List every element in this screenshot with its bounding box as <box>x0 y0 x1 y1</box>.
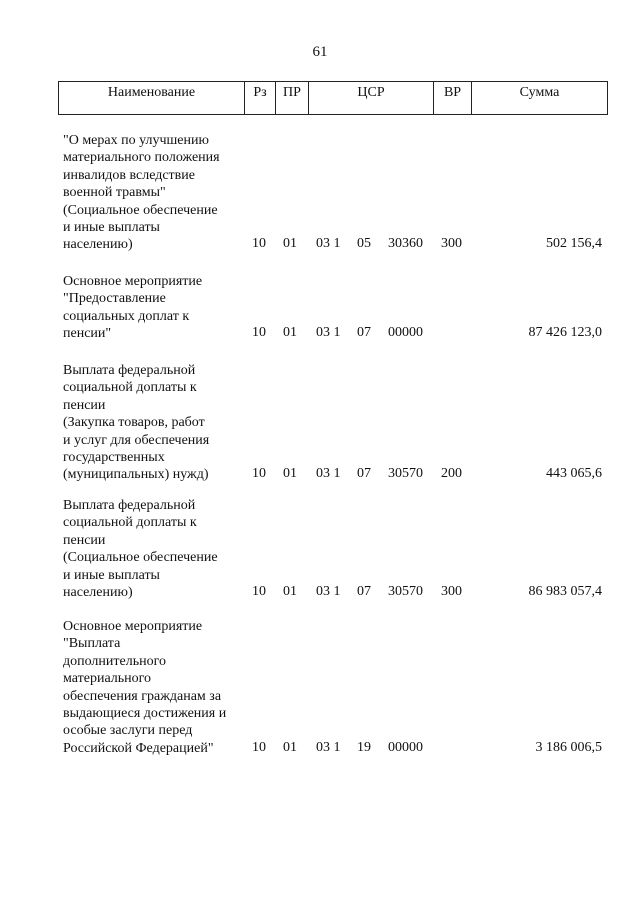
row-name-line: пенсии <box>63 532 106 548</box>
row-name-line: и услуг для обеспечения <box>63 432 210 448</box>
row-name-line: населению) <box>63 585 133 601</box>
row-csr3: 30570 <box>388 466 423 482</box>
row-name-line: Выплата федеральной <box>63 363 196 378</box>
row-pr: 01 <box>283 584 297 599</box>
row-csr2: 07 <box>357 325 371 341</box>
row-name-line: социальных доплат к <box>63 308 190 324</box>
row-csr3: 00000 <box>388 739 423 755</box>
row-csr2: 07 <box>357 584 371 599</box>
row-sum: 86 983 057,4 <box>528 584 602 599</box>
table-header <box>58 81 608 115</box>
row-name-line: военной травмы" <box>63 185 166 201</box>
row-csr2: 07 <box>357 466 371 482</box>
row-name-line: и иные выплаты <box>63 567 160 583</box>
row-name-line: (Закупка товаров, работ <box>63 415 205 431</box>
row-pr: 01 <box>283 236 297 252</box>
row-name-line: социальной доплаты к <box>63 380 197 396</box>
row-pr: 01 <box>283 466 297 482</box>
row-csr1: 03 1 <box>316 325 341 341</box>
row-name <box>63 273 253 343</box>
row-name-line: Основное мероприятие <box>63 619 203 634</box>
header-name: Наименование <box>59 82 245 114</box>
row-name <box>63 362 253 484</box>
row-name-line: государственных <box>63 450 165 466</box>
row-csr1: 03 1 <box>316 739 341 755</box>
header-vr: ВР <box>434 82 472 114</box>
row-name-line: материального <box>63 671 152 687</box>
header-pr: ПР <box>276 82 309 114</box>
row-csr3: 30360 <box>388 236 423 252</box>
row-vr: 300 <box>441 584 462 599</box>
row-pr: 01 <box>283 325 297 341</box>
row-name-line: обеспечения гражданам за <box>63 688 222 704</box>
row-rz: 10 <box>252 466 266 482</box>
row-csr3: 30570 <box>388 584 423 599</box>
row-name-line: и иные выплаты <box>63 220 160 236</box>
row-rz: 10 <box>252 739 266 755</box>
row-sum: 3 186 006,5 <box>535 739 602 755</box>
row-name-line: "Предоставление <box>63 291 166 307</box>
row-csr1: 03 1 <box>316 466 341 482</box>
row-vr: 300 <box>441 236 462 252</box>
row-name-line: населению) <box>63 237 133 253</box>
row-name-line: Основное мероприятие <box>63 274 203 289</box>
row-name-line: (Социальное обеспечение <box>63 550 218 566</box>
row-csr2: 19 <box>357 739 371 755</box>
row-name-line: (Социальное обеспечение <box>63 202 218 218</box>
row-name-line: Российской Федерацией" <box>63 740 214 756</box>
row-sum: 502 156,4 <box>546 236 602 252</box>
header-csr: ЦСР <box>309 82 434 114</box>
row-rz: 10 <box>252 325 266 341</box>
row-name-line: (муниципальных) нужд) <box>63 467 209 483</box>
row-name-line: Выплата федеральной <box>63 498 196 513</box>
row-name <box>63 132 253 254</box>
row-name-line: пенсии" <box>63 326 112 342</box>
row-csr3: 00000 <box>388 325 423 341</box>
row-name-line: пенсии <box>63 397 106 413</box>
row-sum: 443 065,6 <box>546 466 602 482</box>
row-pr: 01 <box>283 739 297 755</box>
row-sum: 87 426 123,0 <box>528 325 602 341</box>
row-name <box>63 618 253 757</box>
row-name <box>63 497 253 601</box>
row-name-line: выдающиеся достижения и <box>63 706 227 722</box>
row-csr1: 03 1 <box>316 584 341 599</box>
row-name-line: "Выплата <box>63 636 121 652</box>
row-name-line: "О мерах по улучшению <box>63 133 209 148</box>
page-number: 61 <box>312 44 328 60</box>
row-name-line: дополнительного <box>63 653 166 669</box>
row-name-line: инвалидов вследствие <box>63 167 195 183</box>
row-csr2: 05 <box>357 236 371 252</box>
row-rz: 10 <box>252 584 266 599</box>
header-sum: Сумма <box>519 85 560 100</box>
row-vr: 200 <box>441 466 462 482</box>
row-csr1: 03 1 <box>316 236 341 252</box>
row-rz: 10 <box>252 236 266 252</box>
row-name-line: особые заслуги перед <box>63 723 193 739</box>
row-name-line: социальной доплаты к <box>63 515 197 531</box>
header-rz: Рз <box>245 82 276 114</box>
row-name-line: материального положения <box>63 150 220 166</box>
